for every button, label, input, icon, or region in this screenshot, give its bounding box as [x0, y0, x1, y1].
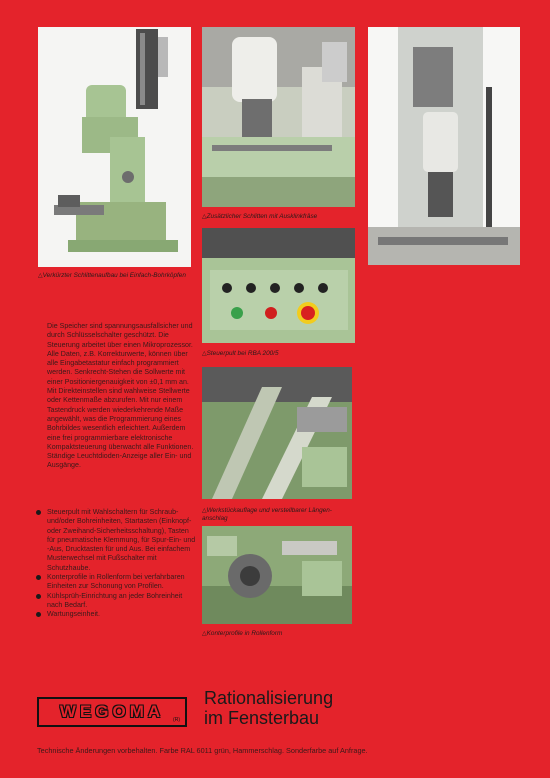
photo-machine-head: [368, 27, 520, 265]
photo-drilling-machine: [38, 27, 191, 267]
control-panel-illustration: [202, 228, 355, 343]
headline: [204, 688, 333, 728]
wegoma-logo: [37, 697, 187, 727]
feature-item: Wartungseinheit.: [36, 610, 196, 619]
caption-workpiece-support: △ Werkstückauflage und verstellbarer Längen-anschlag: [202, 507, 352, 523]
caption-drill-carriage: △ Verkürzter Schlittenaufbau bei Einfach-Bohrköpfen: [38, 272, 188, 280]
logo-registered-mark: (R): [173, 717, 180, 723]
caption-control-panel: △ Steuerpult bei RBA 200/5: [202, 350, 355, 358]
feature-item: Konterprofile in Rollenform bei verfahrbaren Einheiten zur Schonung von Profilen.: [36, 573, 196, 592]
caption-contour-profiles: △ Konterprofile in Rollenform: [202, 630, 352, 638]
body-paragraph: Die Speicher sind spannungsausfallsicher und durch Schlüsselschalter geschützt. Die Steuerung arbeitet über einen Mikroprozessor. Alle Daten, z.B. Korrekturwerte, können über alle Eingabetastatur einfach programmiert werden. Senkrecht-Stehen die Sollwerte mit einer Positioniergenauigkeit von ±0,1 mm an. Mit Direkteinstellen sind wahlweise Stellwerte oder Kettenmaße abzurufen. Mit nur einem Tastendruck werden wiederkehrende Maße angewählt, was die Programmierung eines Bohrbildes wesentlich erleichtert. Außerdem eine frei programmierbare elektronische Kompaktsteuerung überwacht alle Funktionen. Ständige Leuchtdioden-Anzeige aller Ein- und Ausgänge.: [47, 322, 194, 470]
body-text-block: [47, 322, 197, 471]
drilling-machine-illustration: [38, 27, 191, 267]
headline-line-1: Rationalisierung: [204, 688, 334, 708]
headline-line-2: im Fensterbau: [204, 708, 320, 728]
feature-item: Steuerpult mit Wahlschaltern für Schraub- und/oder Bohreinheiten, Startasten (Einknopf- oder Zweihand-Sicherheitsschaltung), Tasten für pneumatische Klemmung, für Spur-Ein- und -Aus, Drucktasten für und Aus. Bei einfachem Musterwechsel mit Fußschalter mit Schutzhaube.: [36, 508, 196, 573]
feature-list: [36, 508, 196, 620]
extra-carriage-illustration: [202, 27, 355, 207]
photo-control-panel: [202, 228, 355, 343]
caption-extra-carriage: △ Zusätzlicher Schlitten mit Ausklinkfräse: [202, 213, 355, 221]
contour-profiles-illustration: [202, 526, 352, 624]
photo-contour-profiles: [202, 526, 352, 624]
machine-head-illustration: [368, 27, 520, 265]
feature-item: Kühlsprüh-Einrichtung an jeder Bohreinheit nach Bedarf.: [36, 592, 196, 611]
footer-note: Technische Änderungen vorbehalten. Farbe RAL 6011 grün, Hammerschlag. Sonderfarbe auf Anfrage.: [37, 746, 368, 755]
photo-workpiece-support: [202, 367, 352, 499]
photo-extra-carriage: [202, 27, 355, 207]
logo-text: WEGOMA: [59, 702, 165, 721]
workpiece-support-illustration: [202, 367, 352, 499]
